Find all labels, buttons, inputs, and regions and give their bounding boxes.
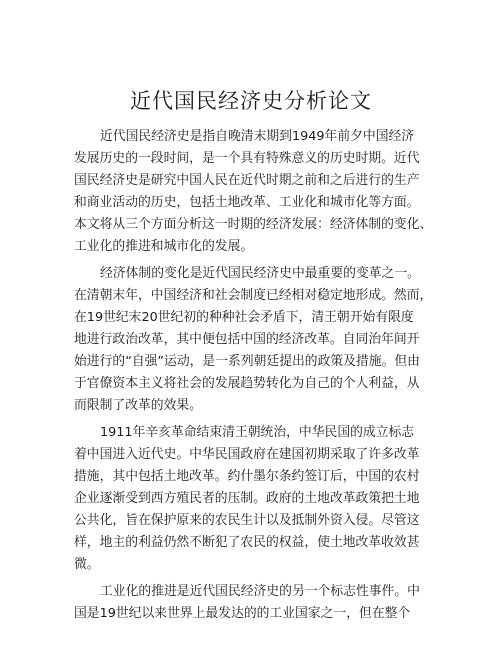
paragraph-2-line-6: 于官僚资本主义将社会的发展趋势转化为自己的个人利益，从 [74,376,420,391]
paragraph-1-line-4: 和商业活动的历史，包括土地改革、工业化和城市化等方面。 [74,195,420,210]
paragraph-1-line-2: 发展历史的一段时间，是一个具有特殊意义的历史时期。近代 [74,151,420,166]
paragraph-4-line-2: 国是19世纪以来世界上最发达的的工业国家之一，但在整个 [74,606,411,621]
paragraph-1-line-3: 国民经济史是研究中国人民在近代时期之前和之后进行的生产 [74,173,420,188]
paragraph-3-line-3: 措施，其中包括土地改革。约什墨尔条约签订后，中国的农村 [74,469,420,484]
paragraph-4-line-1: 工业化的推进是近代国民经济史的另一个标志性事件。中 [100,584,420,599]
paragraph-3-line-5: 公共化，旨在保护原来的农民生计以及抵制外资入侵。尽管这 [74,513,420,528]
paragraph-2-line-7: 而限制了改革的效果。 [74,398,202,413]
paragraph-3-line-1: 1911年辛亥革命结束清王朝统治，中华民国的成立标志 [100,425,415,440]
paragraph-2-line-2: 在清朝末年，中国经济和社会制度已经相对稳定地形成。然而， [74,288,433,303]
paragraph-1-line-1: 近代国民经济史是指自晚清末期到1949年前夕中国经济 [100,129,415,144]
paragraph-2-line-3: 在19世纪末20世纪初的种种社会矛盾下，清王朝开始有限度 [74,310,414,325]
paragraph-2-line-4: 地进行政治改革，其中便包括中国的经济改革。自同治年间开 [74,332,420,347]
paragraph-3-line-7: 微。 [74,557,100,572]
paragraph-3-line-6: 样，地主的利益仍然不断犯了农民的权益，使土地改革收效甚 [74,535,420,550]
paragraph-2-line-5: 始进行的“自强”运动，是一系列朝廷提出的政策及措施。但由 [74,354,420,369]
paragraph-3-line-4: 企业逐渐受到西方殖民者的压制。政府的土地改革政策把土地 [74,491,420,506]
paragraph-3-line-2: 着中国进入近代史。中华民国政府在建国初期采取了许多改革 [74,447,420,462]
paragraph-1-line-5: 本文将从三个方面分析这一时期的经济发展：经济体制的变化、 [74,217,433,232]
paragraph-2-line-1: 经济体制的变化是近代国民经济史中最重要的变革之一。 [100,266,420,281]
paragraph-1-line-6: 工业化的推进和城市化的发展。 [74,239,254,254]
document-title: 近代国民经济史分析论文 [130,89,372,113]
